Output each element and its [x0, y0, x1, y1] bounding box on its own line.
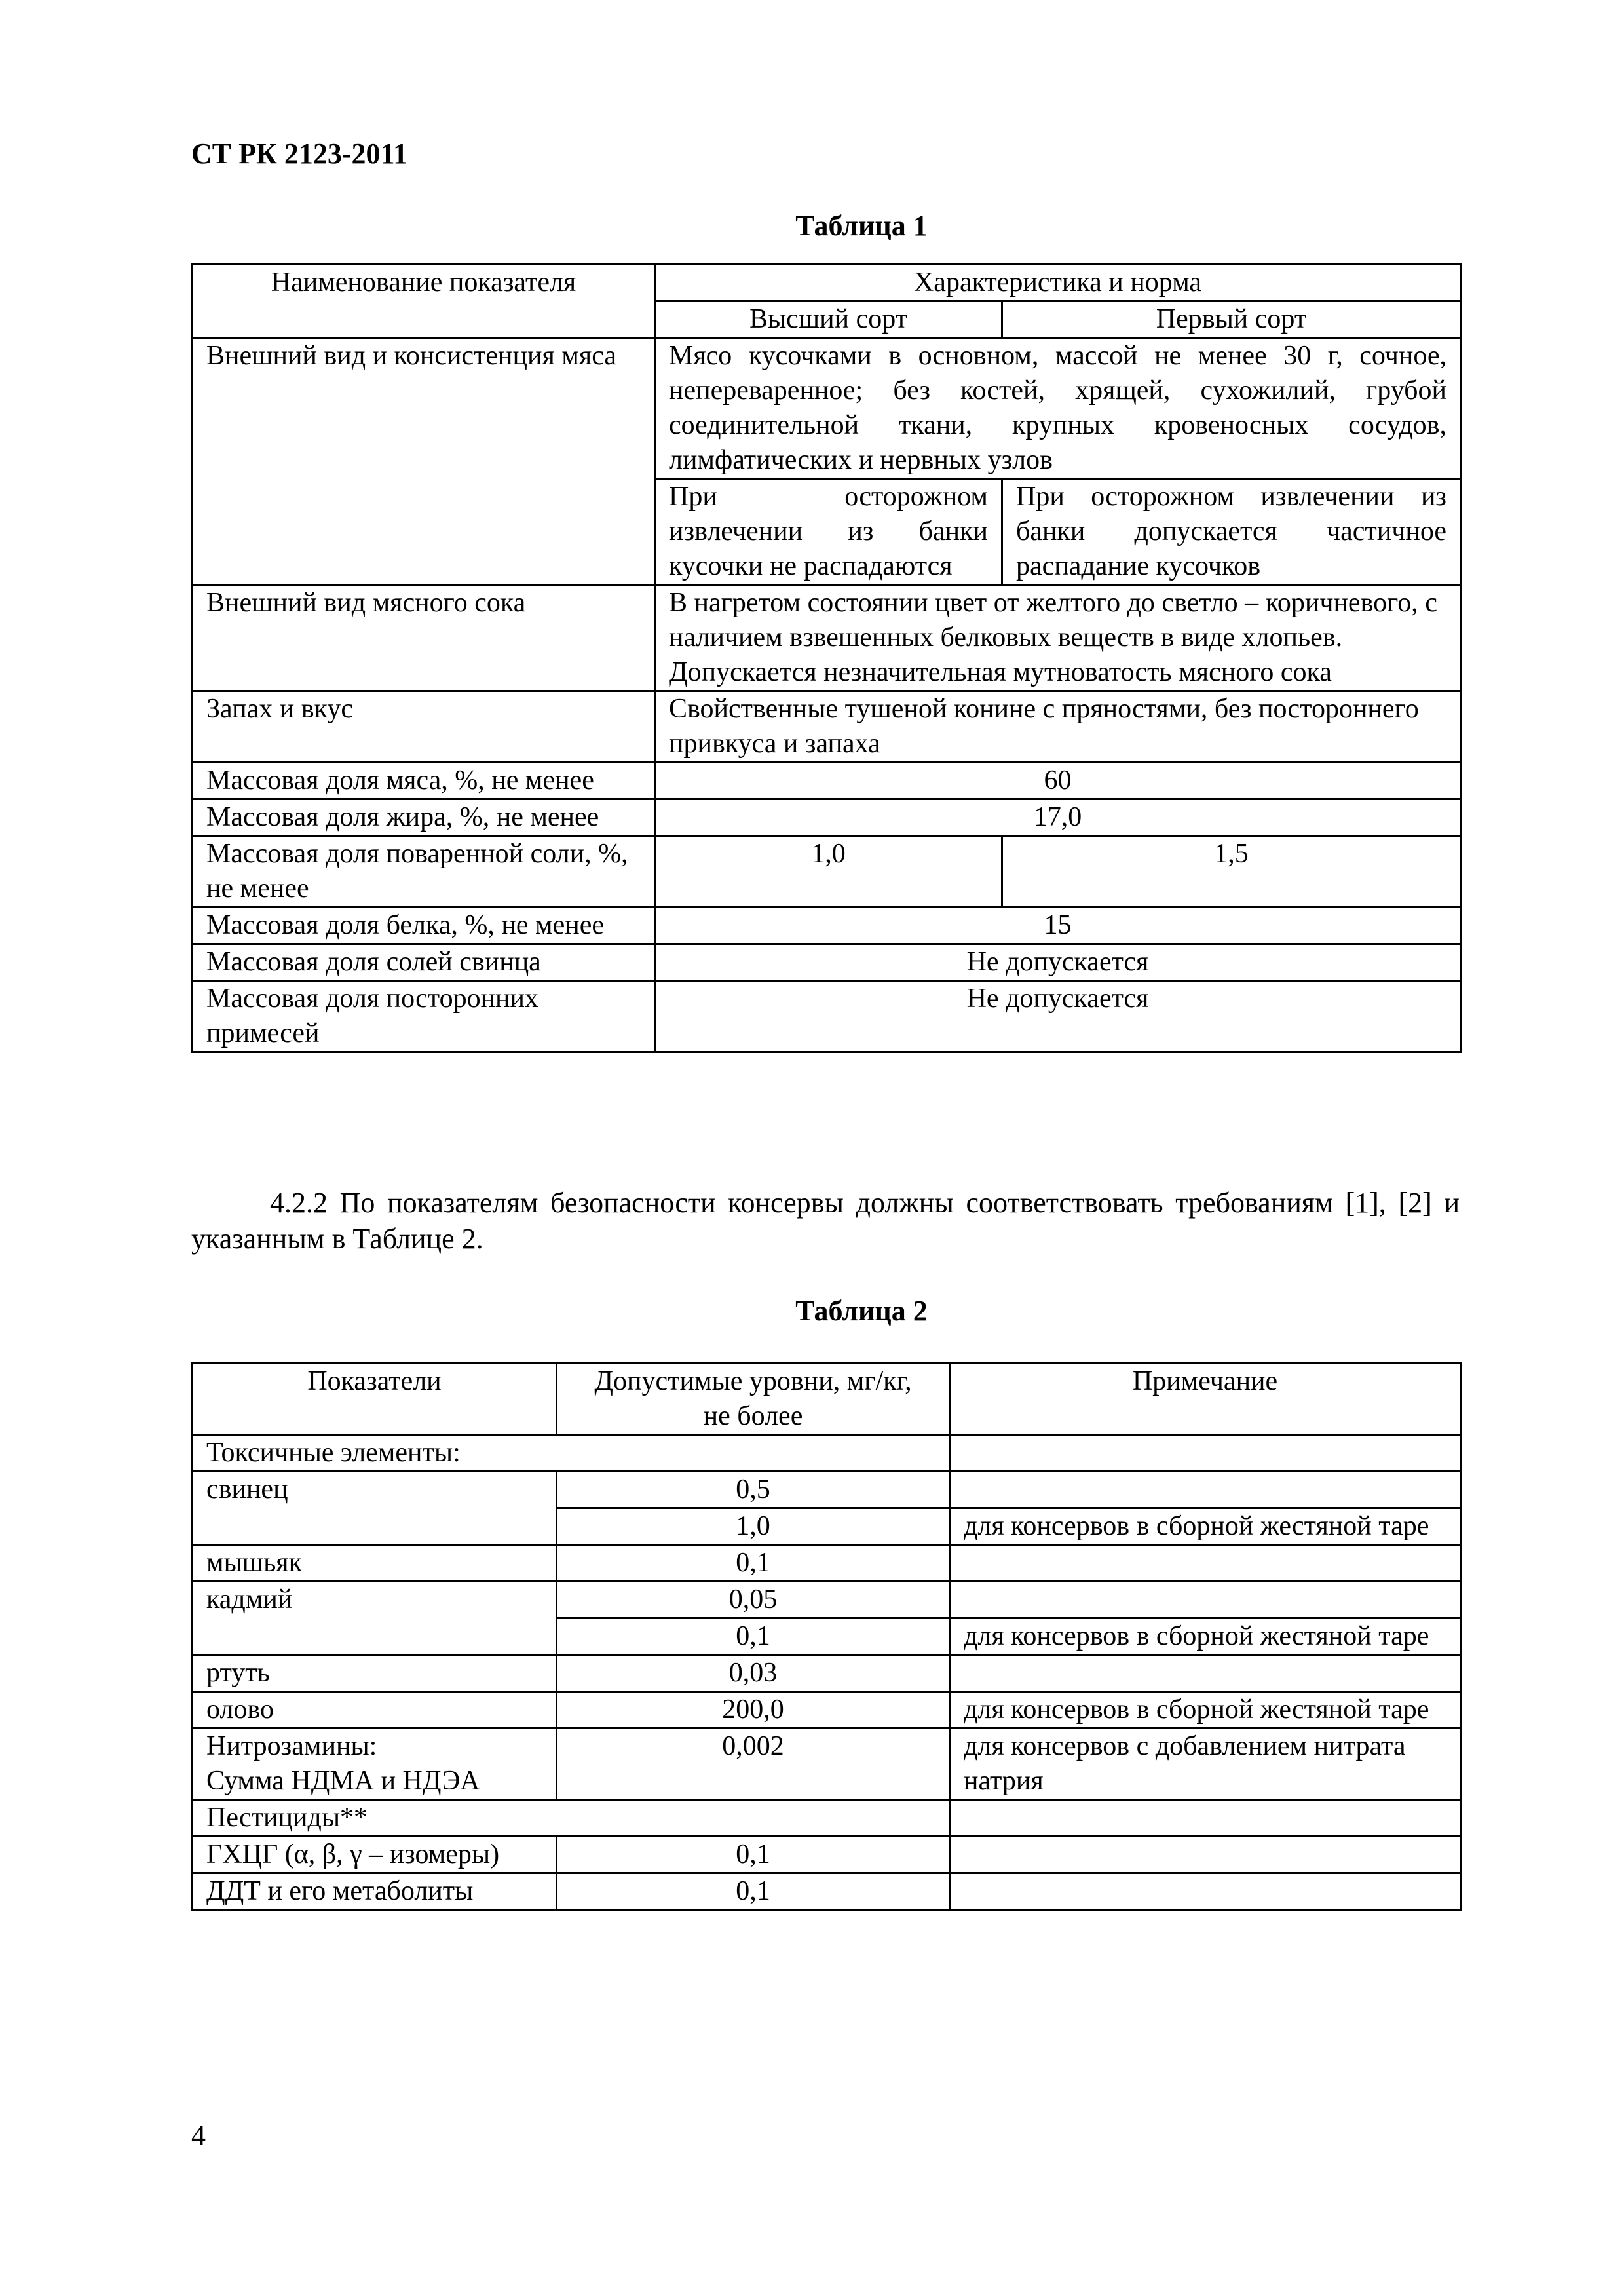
nitrosamines-label: Нитрозамины: [206, 1731, 377, 1761]
row-label: Внешний вид мясного сока [193, 585, 655, 691]
header-levels: Допустимые уровни, мг/кг, не более [557, 1364, 950, 1435]
table-row [193, 1435, 1461, 1472]
paragraph-4-2-2: 4.2.2 По показателям безопасности консервы должны соответствовать требованиям [1], [2] и указанным в Таблице 2. [191, 1187, 1460, 1255]
table-row [193, 799, 1461, 836]
row-label: Массовая доля посторонних примесей [193, 981, 655, 1052]
header-first-grade: Первый сорт [1002, 301, 1461, 338]
row-value: 17,0 [655, 799, 1461, 836]
row-value: 0,1 [557, 1837, 950, 1873]
table-row [193, 1692, 1461, 1729]
row-note [950, 1837, 1461, 1873]
row-label: ртуть [193, 1655, 557, 1692]
row-note [950, 1582, 1461, 1618]
row-value-top-grade: 1,0 [655, 836, 1002, 908]
row-note: для консервов в сборной жестяной таре [950, 1618, 1461, 1655]
row-value-first-grade: 1,5 [1002, 836, 1461, 908]
row-value: 0,1 [557, 1873, 950, 1910]
row-label: Запах и вкус [193, 691, 655, 763]
row-note [950, 1472, 1461, 1508]
table-row [193, 1837, 1461, 1873]
header-characteristic: Характеристика и норма [655, 265, 1461, 301]
row-label: Массовая доля солей свинца [193, 944, 655, 981]
row-label: Массовая доля мяса, %, не менее [193, 763, 655, 799]
row-label: Внешний вид и консистенция мяса [193, 338, 655, 585]
table-row [193, 1729, 1461, 1800]
table-row [193, 908, 1461, 944]
table-row [193, 836, 1461, 908]
row-value: Не допускается [655, 981, 1461, 1052]
table-row [193, 1655, 1461, 1692]
page-number: 4 [191, 2119, 206, 2151]
header-top-grade: Высший сорт [655, 301, 1002, 338]
row-note [950, 1873, 1461, 1910]
table-row [193, 763, 1461, 799]
header-indicators: Показатели [193, 1364, 557, 1435]
table2-caption: Таблица 2 [795, 1295, 928, 1327]
safety-indicators-table [191, 1362, 1462, 1911]
row-label: кадмий [193, 1582, 557, 1655]
row-label: ГХЦГ (α, β, γ – изомеры) [193, 1837, 557, 1873]
section-heading-toxic: Токсичные элементы: [193, 1435, 950, 1472]
row-value: Свойственные тушеной конине с пряностями, без постороннего привкуса и запаха [655, 691, 1461, 763]
row-value: 1,0 [557, 1508, 950, 1545]
row-value: 0,5 [557, 1472, 950, 1508]
table-row [193, 981, 1461, 1052]
row-note [950, 1435, 1461, 1472]
row-value: 0,03 [557, 1655, 950, 1692]
nitrosamines-sublabel: Сумма НДМА и НДЭА [206, 1766, 480, 1796]
row-value: 15 [655, 908, 1461, 944]
section-heading-pesticides: Пестициды** [193, 1800, 950, 1837]
document-code: СТ РК 2123-2011 [191, 138, 408, 170]
row-label: мышьяк [193, 1545, 557, 1582]
row-note: для консервов в сборной жестяной таре [950, 1508, 1461, 1545]
row-label: Массовая доля жира, %, не менее [193, 799, 655, 836]
row-value: 0,1 [557, 1618, 950, 1655]
table-row [193, 338, 1461, 479]
table-header-row [193, 265, 1461, 301]
row-note [950, 1800, 1461, 1837]
table-row [193, 691, 1461, 763]
row-label: Массовая доля белка, %, не менее [193, 908, 655, 944]
row-value: 0,05 [557, 1582, 950, 1618]
row-label: свинец [193, 1472, 557, 1545]
table-row [193, 1800, 1461, 1837]
row-note: для консервов с добавлением нитрата натрия [950, 1729, 1461, 1800]
table-row [193, 1545, 1461, 1582]
row-value-top-grade: При осторожном извлечении из банки кусочки не распадаются [655, 479, 1002, 585]
quality-indicators-table [191, 263, 1462, 1053]
row-value: 60 [655, 763, 1461, 799]
table-row [193, 585, 1461, 691]
row-note [950, 1655, 1461, 1692]
table-row [193, 944, 1461, 981]
row-label [193, 1729, 557, 1800]
table-header-row [193, 1364, 1461, 1435]
row-value: 200,0 [557, 1692, 950, 1729]
header-note: Примечание [950, 1364, 1461, 1435]
row-note [950, 1545, 1461, 1582]
table-row [193, 1472, 1461, 1508]
table1-caption: Таблица 1 [795, 210, 928, 242]
row-value-first-grade: При осторожном извлечении из банки допускается частичное распадание кусочков [1002, 479, 1461, 585]
table-row [193, 1873, 1461, 1910]
header-indicator: Наименование показателя [193, 265, 655, 338]
row-value: 0,002 [557, 1729, 950, 1800]
row-label: Массовая доля поваренной соли, %, не менее [193, 836, 655, 908]
row-label: олово [193, 1692, 557, 1729]
row-value: Не допускается [655, 944, 1461, 981]
row-value: 0,1 [557, 1545, 950, 1582]
row-note: для консервов в сборной жестяной таре [950, 1692, 1461, 1729]
table-row [193, 1582, 1461, 1618]
row-value: В нагретом состоянии цвет от желтого до светло – коричневого, с наличием взвешенных белковых веществ в виде хлопьев. Допускается незначительная мутноватость мясного сока [655, 585, 1461, 691]
row-label: ДДТ и его метаболиты [193, 1873, 557, 1910]
row-value: Мясо кусочками в основном, массой не менее 30 г, сочное, непереваренное; без костей, хрящей, сухожилий, грубой соединительной ткани, крупных кровеносных сосудов, лимфатических и нервных узлов [655, 338, 1461, 479]
